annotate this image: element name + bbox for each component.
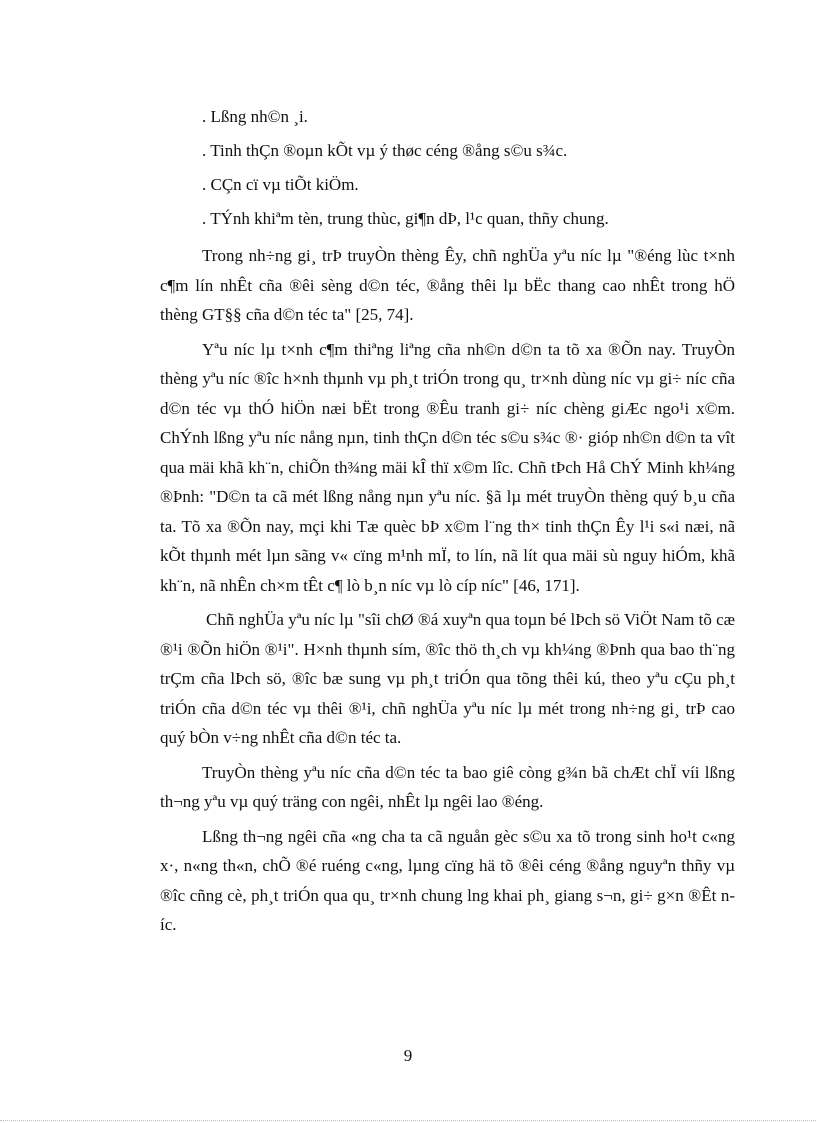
paragraph: TruyÒn thèng yªu níc cña d©n téc ta bao giê còng g¾n bã chÆt chÏ víi lßng th¬ng yªu vµ quý träng con ngêi, nhÊt lµ ngêi lao ®éng.: [160, 762, 735, 811]
paragraph: Yªu níc lµ t×nh c¶m thiªng liªng cña nh©n d©n ta tõ xa ®Õn nay. TruyÒn thèng yªu níc ®îc h×nh thµnh vµ ph¸t triÓn trong qu¸ tr×nh dùng níc vµ gi÷ níc cña d©n téc vµ thÓ hiÖn næi bËt trong ®Êu tranh gi÷ níc chèng giÆc ngo¹i x©m. ChÝnh lßng yªu níc nång nµn, tinh thÇn d©n téc s©u s¾c ®· gióp nh©n d©n ta vît qua mäi khã kh¨n, chiÕn th¾ng mäi kÎ thï x©m lîc. Chñ tÞch Hå ChÝ Minh kh¼ng ®Þnh: "D©n ta cã mét lßng nång nµn yªu níc. §ã lµ mét truyÒn thèng quý b¸u cña ta. Tõ xa ®Õn nay, mçi khi Tæ quèc bÞ x©m l¨ng th× tinh thÇn Êy l¹i s«i næi, nã kÕt thµnh mét lµn sãng v« cïng m¹nh mÏ, to lín, nã lít qua mäi sù nguy hiÓm, khã kh¨n, nã nhÊn ch×m tÊt c¶ lò b¸n níc vµ lò cíp níc" [46, 171].: [160, 339, 735, 595]
bullet-item: . Tinh thÇn ®oµn kÕt vµ ý thøc céng ®ång s©u s¾c.: [202, 141, 568, 160]
body-text: [160, 100, 735, 940]
paragraph: Lßng th¬ng ngêi cña «ng cha ta cã nguån gèc s©u xa tõ trong sinh ho¹t c«ng x·, n«ng th«n, chÕ ®é ruéng c«ng, lµng cïng hä tõ ®êi céng ®ång nguyªn thñy vµ ®îc cñng cè, ph¸t triÓn qua qu¸ tr×nh chung lng khai ph¸ giang s¬n, gi÷ g×n ®Êt níc.: [160, 826, 735, 934]
bullet-item: . TÝnh khiªm tèn, trung thùc, gi¶n dÞ, l¹c quan, thñy chung.: [202, 209, 609, 228]
footer-divider: [0, 1120, 816, 1121]
paragraph: Trong nh÷ng gi¸ trÞ truyÒn thèng Êy, chñ nghÜa yªu níc lµ "®éng lùc t×nh c¶m lín nhÊt cña ®êi sèng d©n téc, ®ång thêi lµ bËc thang cao nhÊt trong hÖ thèng GT§§ cña d©n téc ta" [25, 74].: [160, 246, 735, 324]
paragraph: Chñ nghÜa yªu níc lµ "sîi chØ ®á xuyªn qua toµn bé lÞch sö ViÖt Nam tõ cæ ®¹i ®Õn hiÖn ®¹i". H×nh thµnh sím, ®îc thö th¸ch vµ kh¼ng ®Þnh qua bao th¨ng trÇm cña lÞch sö, ®îc bæ sung vµ ph¸t triÓn qua tõng thêi kú, theo yªu cÇu ph¸t triÓn cña d©n téc vµ thêi ®¹i, chñ nghÜa yªu níc lµ mét trong nh÷ng gi¸ trÞ cao quý bÒn v÷ng nhÊt cña d©n téc ta.: [160, 610, 735, 747]
bullet-item: . CÇn cï vµ tiÕt kiÖm.: [202, 175, 359, 194]
page-number: 9: [403, 1046, 413, 1065]
bullet-item: . Lßng nh©n ¸i.: [202, 107, 308, 126]
